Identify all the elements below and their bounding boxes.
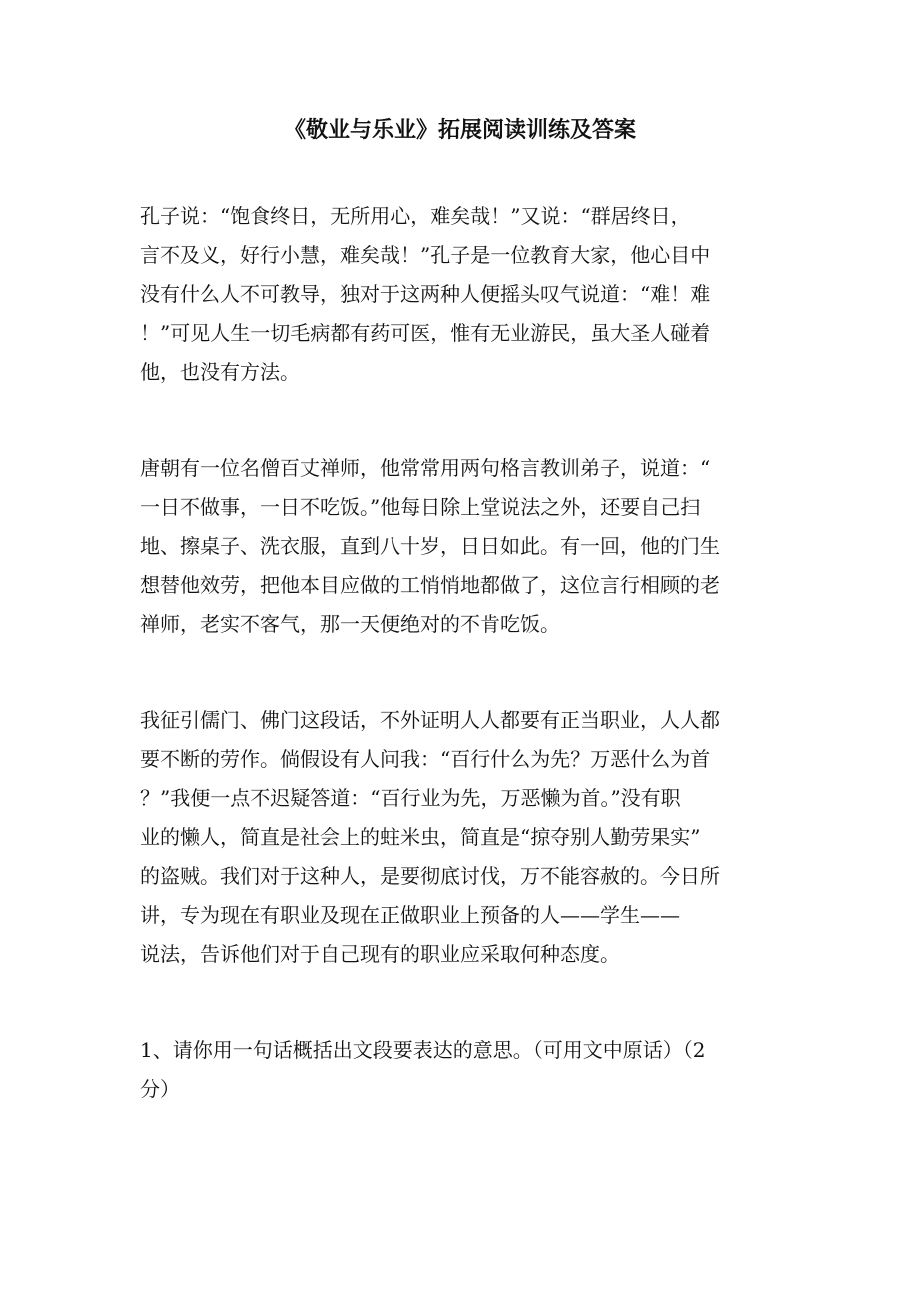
paragraph-1-line-5: 他，也没有方法。	[140, 360, 300, 384]
paragraph-2-line-4: 想替他效劳，把他本目应做的工悄悄地都做了，这位言行相顾的老	[140, 573, 720, 597]
paragraph-3-line-5: 的盗贼。我们对于这种人，是要彻底讨伐，万不能容赦的。今日所	[140, 864, 720, 888]
paragraph-2-line-2: 一日不做事，一日不吃饭。”他每日除上堂说法之外，还要自己扫	[140, 495, 701, 519]
question-1-line-2: 分）	[140, 1077, 180, 1101]
paragraph-2-line-3: 地、擦桌子、洗衣服，直到八十岁，日日如此。有一回，他的门生	[140, 534, 720, 558]
question-1-line-1: 1、请你用一句话概括出文段要表达的意思。（可用文中原话）（2	[140, 1038, 706, 1062]
paragraph-1-line-3: 没有什么人不可教导，独对于这两种人便摇头叹气说道：“难！难	[140, 282, 711, 306]
paragraph-1-line-1: 孔子说：“饱食终日，无所用心，难矣哉！”又说：“群居终日，	[140, 204, 691, 228]
paragraph-2-line-1: 唐朝有一位名僧百丈禅师，他常常用两句格言教训弟子，说道：“	[140, 456, 711, 480]
paragraph-1-line-4: ！”可见人生一切毛病都有药可医，惟有无业游民，虽大圣人碰着	[140, 321, 711, 345]
paragraph-2-line-5: 禅师，老实不客气，那一天便绝对的不肯吃饭。	[140, 612, 560, 636]
paragraph-3-line-7: 说法，告诉他们对于自己现有的职业应采取何种态度。	[140, 942, 620, 966]
paragraph-3-line-4: 业的懒人，简直是社会上的蛀米虫，简直是“掠夺别人勤劳果实”	[140, 825, 701, 849]
paragraph-3-line-6: 讲，专为现在有职业及现在正做职业上预备的人——学生——	[140, 903, 680, 927]
paragraph-3-line-3: ？”我便一点不迟疑答道：“百行业为先，万恶懒为首。”没有职	[140, 786, 681, 810]
paragraph-1-line-2: 言不及义，好行小慧，难矣哉！”孔子是一位教育大家，他心目中	[140, 243, 711, 267]
document-title: 《敬业与乐业》拓展阅读训练及答案	[283, 117, 636, 143]
paragraph-3-line-1: 我征引儒门、佛门这段话，不外证明人人都要有正当职业，人人都	[140, 708, 720, 732]
paragraph-3-line-2: 要不断的劳作。倘假设有人问我：“百行什么为先？万恶什么为首	[140, 747, 711, 771]
